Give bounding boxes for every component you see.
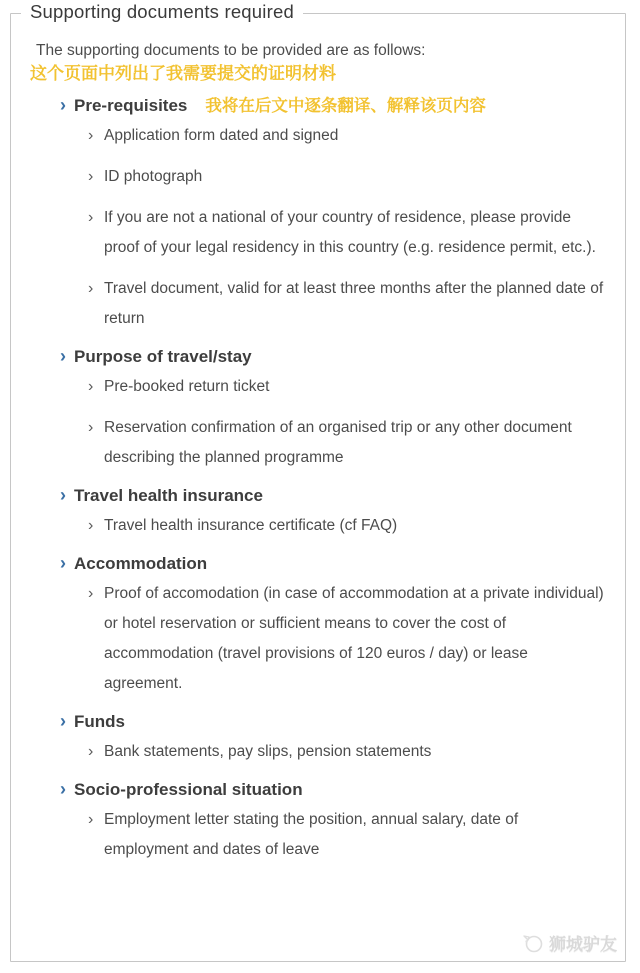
requirement-item xyxy=(88,737,604,767)
chevron-right-icon: › xyxy=(88,378,94,395)
requirement-item xyxy=(88,274,604,334)
section-heading-label: Funds xyxy=(74,712,125,731)
requirement-text: Proof of accomodation (in case of accommodation at a private individual) or hotel reservation or sufficient means to cover the cost of accommodation (travel provisions of 120 euros / day) or lease agreement. xyxy=(104,585,604,692)
annotation-line: 这个页面中列出了我需要提交的证明材料 xyxy=(30,64,336,83)
supporting-documents-panel xyxy=(10,1,626,962)
chevron-right-icon: › xyxy=(60,711,66,731)
section-heading-purpose-of-travel xyxy=(60,345,609,368)
requirement-item xyxy=(88,579,604,699)
chevron-right-icon: › xyxy=(88,517,94,534)
section-heading-label: Purpose of travel/stay xyxy=(74,347,252,366)
chevron-right-icon: › xyxy=(88,127,94,144)
requirement-item xyxy=(88,511,604,541)
chevron-right-icon: › xyxy=(60,346,66,366)
requirement-text: Pre-booked return ticket xyxy=(104,378,270,395)
chevron-right-icon: › xyxy=(60,485,66,505)
section-heading-label: Socio-professional situation xyxy=(74,780,303,799)
requirement-text: Travel document, valid for at least three months after the planned date of return xyxy=(104,280,604,327)
section-heading-funds xyxy=(60,710,609,733)
panel-content xyxy=(11,14,625,865)
requirement-item xyxy=(88,121,604,151)
section-heading-pre-requisites xyxy=(60,94,609,117)
watermark-logo-icon xyxy=(522,932,544,954)
watermark-label: 狮城驴友 xyxy=(549,935,617,954)
section-heading-travel-health-insurance xyxy=(60,484,609,507)
requirement-item xyxy=(88,805,604,865)
requirement-text: Travel health insurance certificate (cf FAQ) xyxy=(104,517,398,534)
section-heading-label: Pre-requisites xyxy=(74,96,188,115)
chevron-right-icon: › xyxy=(60,553,66,573)
section-heading-socio-professional xyxy=(60,778,609,801)
section-heading-label: Accommodation xyxy=(74,554,208,573)
section-heading-label: Travel health insurance xyxy=(74,486,263,505)
watermark xyxy=(522,930,617,955)
requirement-text: Application form dated and signed xyxy=(104,127,339,144)
chevron-right-icon: › xyxy=(88,209,94,226)
requirement-text: Employment letter stating the position, annual salary, date of employment and dates of leave xyxy=(104,811,519,858)
requirement-text: If you are not a national of your country of residence, please provide proof of your legal residency in this country (e.g. residence permit, etc.). xyxy=(104,209,596,256)
chevron-right-icon: › xyxy=(60,95,66,115)
annotation-inline: 我将在后文中逐条翻译、解释该页内容 xyxy=(205,97,486,115)
requirement-item xyxy=(88,162,604,192)
requirement-item xyxy=(88,203,604,263)
intro-text: The supporting documents to be provided are as follows: xyxy=(36,42,426,59)
requirement-text: Reservation confirmation of an organised trip or any other document describing the planned programme xyxy=(104,419,572,466)
panel-legend-title: Supporting documents required xyxy=(21,1,303,23)
section-heading-accommodation xyxy=(60,552,609,575)
requirement-text: Bank statements, pay slips, pension statements xyxy=(104,743,432,760)
chevron-right-icon: › xyxy=(88,168,94,185)
requirement-text: ID photograph xyxy=(104,168,203,185)
chevron-right-icon: › xyxy=(88,743,94,760)
chevron-right-icon: › xyxy=(88,585,94,602)
chevron-right-icon: › xyxy=(88,811,94,828)
chevron-right-icon: › xyxy=(60,779,66,799)
chevron-right-icon: › xyxy=(88,280,94,297)
requirement-item xyxy=(88,413,604,473)
requirement-item xyxy=(88,372,604,402)
chevron-right-icon: › xyxy=(88,419,94,436)
